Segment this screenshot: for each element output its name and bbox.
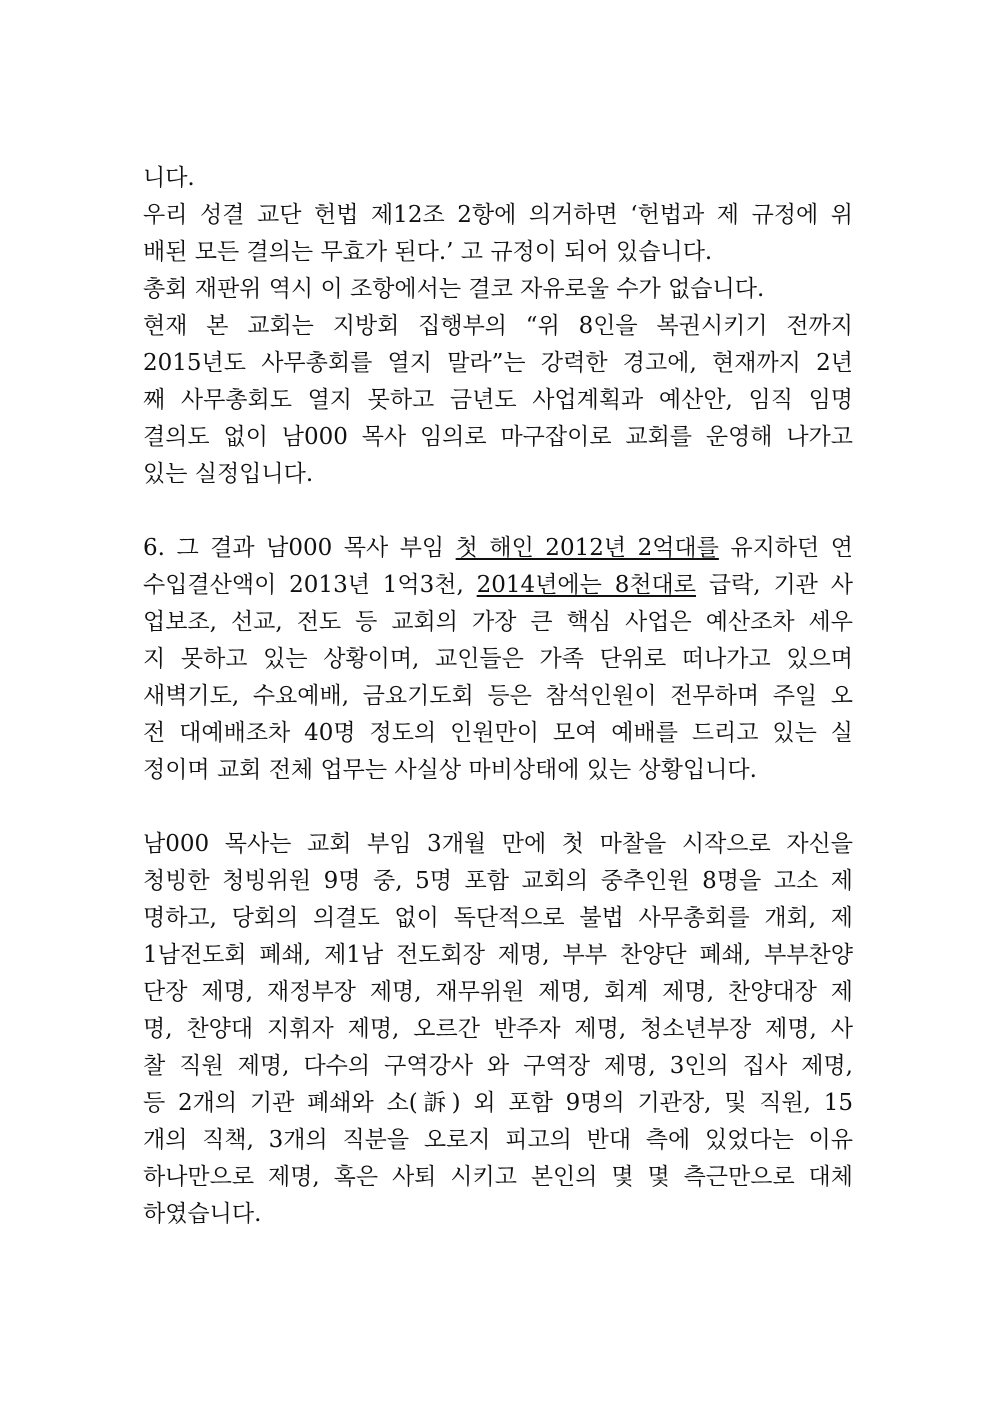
text-line: 우리 성결 교단 헌법 제12조 2항에 의거하면 ‘헌법과 제 규정에 위 bbox=[143, 202, 853, 228]
paragraph-gap bbox=[143, 789, 853, 826]
text-line: 명, 찬양대 지휘자 제명, 오르간 반주자 제명, 청소년부장 제명, 사 bbox=[143, 1016, 853, 1042]
text-line bbox=[143, 567, 853, 604]
text-line: 청빙한 청빙위원 9명 중, 5명 포함 교회의 중추인원 8명을 고소 제 bbox=[143, 868, 853, 894]
text-line: 지 못하고 있는 상황이며, 교인들은 가족 단위로 떠나가고 있으며 bbox=[143, 646, 853, 672]
underlined-text: 2014년에는 8천대로 bbox=[476, 572, 696, 598]
text-line: 니다. bbox=[143, 165, 195, 191]
text-line: 째 사무총회도 열지 못하고 금년도 사업계획과 예산안, 임직 임명 bbox=[143, 387, 853, 413]
paragraph-dismissals bbox=[143, 826, 853, 1233]
document-page bbox=[143, 160, 853, 1233]
text-line: 배된 모든 결의는 무효가 된다.’ 고 규정이 되어 있습니다. bbox=[143, 239, 713, 265]
paragraph-constitution bbox=[143, 160, 853, 493]
text-line: 찰 직원 제명, 다수의 구역강사 와 구역장 제명, 3인의 집사 제명, bbox=[143, 1053, 853, 1079]
underlined-text: 첫 해인 2012년 2억대를 bbox=[455, 535, 719, 561]
text-line: 새벽기도, 수요예배, 금요기도회 등은 참석인원이 전무하며 주일 오 bbox=[143, 683, 853, 709]
text-line: 현재 본 교회는 지방회 집행부의 “위 8인을 복권시키기 전까지 bbox=[143, 313, 853, 339]
text-run: 유지하던 연 bbox=[718, 535, 853, 561]
text-line: 정이며 교회 전체 업무는 사실상 마비상태에 있는 상황입니다. bbox=[143, 757, 757, 783]
text-line: 남000 목사는 교회 부임 3개월 만에 첫 마찰을 시작으로 자신을 bbox=[143, 831, 853, 857]
text-line: 하나만으로 제명, 혹은 사퇴 시키고 본인의 몇 몇 측근만으로 대체 bbox=[143, 1164, 853, 1190]
paragraph-gap bbox=[143, 493, 853, 530]
text-line: 업보조, 선교, 전도 등 교회의 가장 큰 핵심 사업은 예산조차 세우 bbox=[143, 609, 853, 635]
text-run: 급락, 기관 사 bbox=[696, 572, 853, 598]
text-line: 있는 실정입니다. bbox=[143, 461, 314, 487]
text-line: 단장 제명, 재정부장 제명, 재무위원 제명, 회계 제명, 찬양대장 제 bbox=[143, 979, 853, 1005]
text-line: 등 2개의 기관 폐쇄와 소(訴) 외 포함 9명의 기관장, 및 직원, 15 bbox=[143, 1090, 853, 1116]
text-line: 2015년도 사무총회를 열지 말라”는 강력한 경고에, 현재까지 2년 bbox=[143, 350, 853, 376]
text-line: 1남전도회 폐쇄, 제1남 전도회장 제명, 부부 찬양단 폐쇄, 부부찬양 bbox=[143, 942, 853, 968]
text-run: 6. 그 결과 남000 목사 부임 bbox=[143, 535, 456, 561]
text-line: 명하고, 당회의 의결도 없이 독단적으로 불법 사무총회를 개회, 제 bbox=[143, 905, 853, 931]
text-line: 하였습니다. bbox=[143, 1201, 262, 1227]
text-run: 수입결산액이 2013년 1억3천, bbox=[143, 572, 477, 598]
text-line: 개의 직책, 3개의 직분을 오로지 피고의 반대 측에 있었다는 이유 bbox=[143, 1127, 853, 1153]
paragraph-item-6 bbox=[143, 530, 853, 789]
text-line: 전 대예배조차 40명 정도의 인원만이 모여 예배를 드리고 있는 실 bbox=[143, 720, 853, 746]
text-line: 총회 재판위 역시 이 조항에서는 결코 자유로울 수가 없습니다. bbox=[143, 276, 765, 302]
text-line bbox=[143, 530, 853, 567]
text-line: 결의도 없이 남000 목사 임의로 마구잡이로 교회를 운영해 나가고 bbox=[143, 424, 853, 450]
